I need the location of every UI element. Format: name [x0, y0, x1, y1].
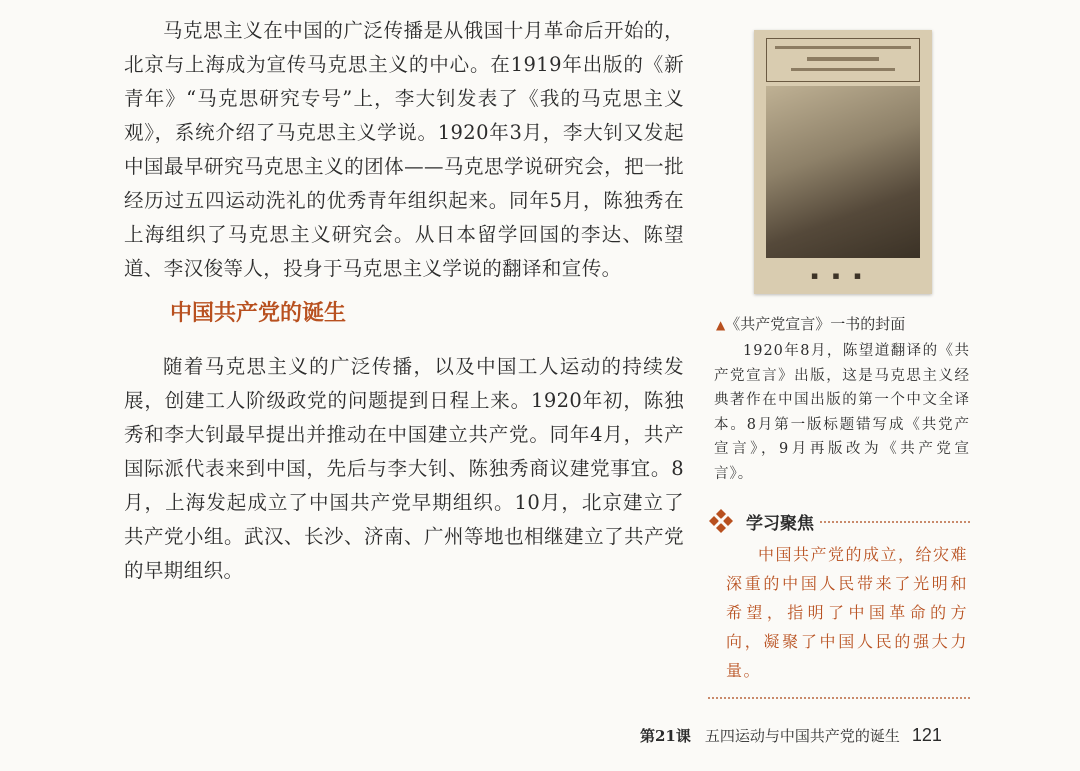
- portrait-image: [766, 86, 920, 258]
- dotted-divider: [820, 521, 970, 523]
- body-paragraph: 马克思主义在中国的广泛传播是从俄国十月革命后开始的，北京与上海成为宣传马克思主义的中心。在1919年出版的《新青年》“马克思研究专号”上，李大钊发表了《我的马克思主义观》，系统介绍了马克思主义学说。1920年3月，李大钊又发起中国最早研究马克思主义的团体——马克思学说研究会，把一批经历过五四运动洗礼的优秀青年组织起来。同年5月，陈独秀在上海组织了马克思主义研究会。从日本留学回国的李达、陈望道、李汉俊等人，投身于马克思主义学说的翻译和宣传。: [124, 19, 684, 280]
- triangle-icon: ▲: [716, 318, 726, 332]
- study-focus-title: 学习聚焦: [746, 513, 814, 534]
- body-paragraph: 随着马克思主义的广泛传播，以及中国工人运动的持续发展，创建工人阶级政党的问题提到日程上来。1920年初，陈独秀和李大钊最早提出并推动在中国建立共产党。同年4月，共产国际派代表来到中国，先后与李大钊、陈独秀商议建党事宜。8月，上海发起成立了中国共产党早期组织。10月，北京建立了共产党小组。武汉、长沙、济南、广州等地也相继建立了共产党的早期组织。: [124, 355, 684, 582]
- page-footer: [640, 722, 980, 748]
- study-focus-box: [708, 508, 970, 699]
- dotted-divider: [708, 697, 970, 699]
- section-heading: 中国共产党的诞生: [170, 301, 347, 326]
- lesson-number: 第21课: [640, 726, 691, 745]
- study-focus-header: [708, 508, 970, 534]
- lesson-title: 五四运动与中国共产党的诞生: [704, 726, 900, 745]
- manifesto-cover-image: [754, 30, 932, 294]
- side-column: [708, 30, 970, 699]
- figure-caption-title: ▲《共产党宣言》一书的封面: [716, 315, 906, 333]
- study-focus-text: 中国共产党的成立，给灾难深重的中国人民带来了光明和希望，指明了中国革命的方向，凝聚了中国人民的强大力量。: [726, 545, 969, 680]
- page-number: 121: [911, 724, 942, 745]
- cover-footer-mark: ▪▪▪: [810, 269, 876, 282]
- figure-caption-body: 1920年8月，陈望道翻译的《共产党宣言》出版，这是马克思主义经典著作在中国出版的第一个中文全译本。8月第一版标题错写成《共党产宣言》，9月再版改为《共产党宣言》。: [714, 343, 970, 482]
- cover-title-block: [766, 38, 920, 82]
- main-column: [124, 14, 684, 588]
- focus-diamond-icon: [708, 508, 734, 534]
